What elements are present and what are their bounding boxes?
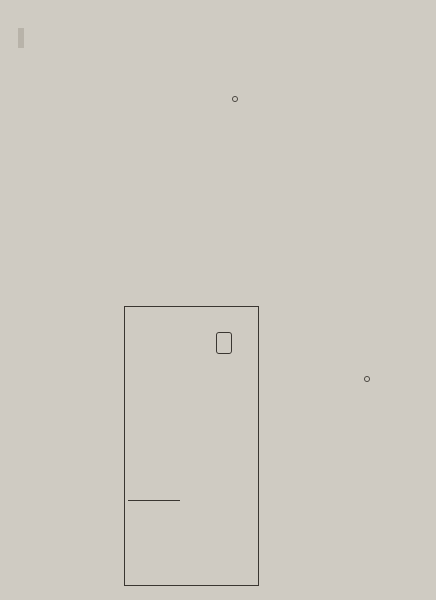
- text-column: [320, 300, 330, 588]
- colophon-publisher: [182, 315, 192, 575]
- text-column: [243, 16, 253, 288]
- section-mark: [232, 96, 238, 102]
- text-column: [21, 16, 31, 288]
- text-column: [32, 16, 42, 288]
- text-column: [277, 16, 287, 288]
- text-column: [66, 16, 76, 288]
- text-column: [331, 300, 341, 588]
- text-column: [288, 16, 298, 288]
- text-column: [310, 16, 320, 288]
- text-column: [308, 300, 318, 588]
- text-column: [299, 16, 309, 288]
- colophon-editor: [198, 315, 208, 575]
- text-column: [121, 16, 131, 288]
- text-column: [332, 16, 342, 288]
- text-column: [210, 16, 220, 288]
- colophon-date-issued: [142, 505, 152, 575]
- text-column: [232, 16, 242, 288]
- text-column: [286, 300, 296, 588]
- text-column: [110, 16, 120, 288]
- text-column: [166, 16, 176, 288]
- text-column: [88, 16, 98, 288]
- section-mark: [364, 376, 370, 382]
- text-column: [387, 300, 397, 588]
- text-column: [321, 16, 331, 288]
- text-column: [254, 16, 264, 288]
- text-column: [188, 16, 198, 288]
- text-column: [77, 16, 87, 288]
- text-column: [221, 16, 231, 288]
- text-column: [399, 300, 409, 588]
- text-column: [365, 300, 375, 588]
- text-column: [177, 16, 187, 288]
- text-column: [43, 16, 53, 288]
- text-column: [99, 16, 109, 288]
- text-column: [410, 300, 420, 588]
- colophon-date-printed: [156, 505, 166, 575]
- colophon-printer: [166, 315, 176, 575]
- signature: [270, 525, 280, 590]
- colophon-title-frame: [216, 332, 232, 354]
- colophon-non-sale: [212, 365, 222, 525]
- text-column: [132, 16, 142, 288]
- colophon-subtitle: [226, 360, 236, 570]
- text-column: [354, 300, 364, 588]
- text-column: [342, 300, 352, 588]
- text-column: [10, 16, 20, 288]
- text-column: [376, 300, 386, 588]
- text-column: [265, 16, 275, 288]
- text-column: [143, 16, 153, 288]
- text-column: [199, 16, 209, 288]
- colophon-title: [241, 315, 251, 575]
- text-column: [55, 16, 65, 288]
- text-column: [297, 300, 307, 588]
- text-column: [154, 16, 164, 288]
